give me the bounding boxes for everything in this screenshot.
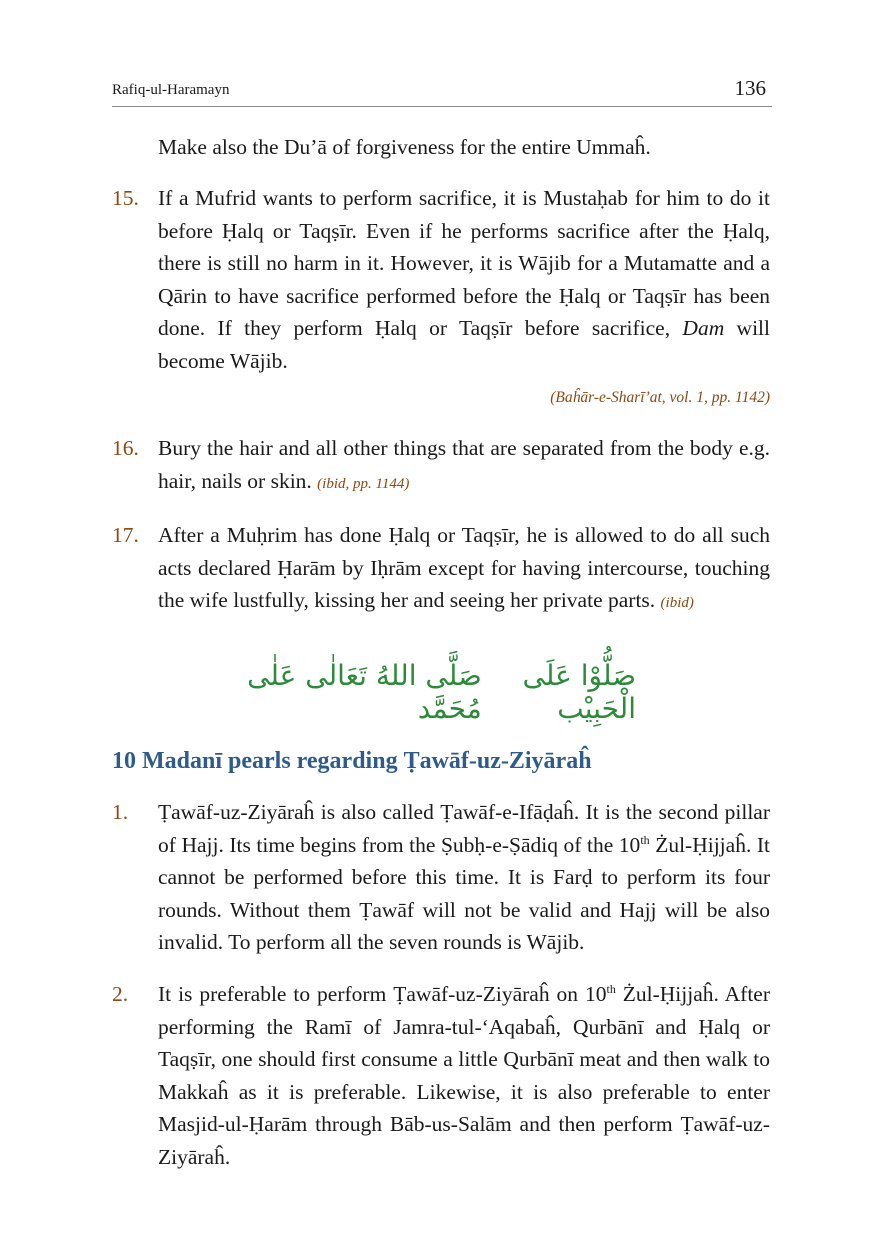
salat-call: صَلُّوْا عَلَى الْحَبِيْب [522, 659, 636, 725]
list-item-17 [112, 519, 772, 620]
pearl-item-2 [112, 978, 772, 1173]
book-title: Rafiq-ul-Haramayn [112, 82, 230, 98]
list-item-16 [112, 432, 772, 500]
item-text: It is preferable to perform Ṭawāf-uz-Ziyāraĥ on 10th Żul-Ḥijjaĥ. After performing the Ramī of Jamra-tul-‘Aqabaĥ, Qurbānī and Ḥalq or Taqṣīr, one should first consume a little Qurbānī meat and then walk to Makkaĥ as it is preferable. Likewise, it is also preferable to enter Masjid-ul-Ḥarām through Bāb-us-Salām and then perform Ṭawāf-uz-Ziyāraĥ. [158, 981, 771, 1169]
continuation-paragraph: Make also the Du’ā of forgiveness for the entire Ummaĥ. [158, 135, 651, 159]
reference-citation: (Baĥār-e-Sharī’at, vol. 1, pp. 1142) [550, 389, 770, 406]
reference-citation: (ibid) [660, 595, 694, 611]
salat-calligraphy [246, 659, 636, 725]
item-number: 17. [112, 523, 139, 547]
page-header [112, 76, 772, 107]
item-text: After a Muḥrim has done Ḥalq or Taqṣīr, he is allowed to do all such acts declared Ḥarām by Iḥrām except for having intercourse, touching the wife lustfully, kissing her and seeing her private parts. (ibid) [158, 523, 770, 612]
item-number: 2. [112, 982, 129, 1006]
item-number: 16. [112, 436, 139, 460]
salat-response: صَلَّى اللهُ تَعَالٰى عَلٰى مُحَمَّد [247, 659, 482, 725]
list-item-15 [112, 182, 772, 377]
item-number: 1. [112, 800, 129, 824]
item-text: Bury the hair and all other things that are separated from the body e.g. hair, nails or skin. (ibid, pp. 1144) [158, 436, 770, 493]
item-text: Ṭawāf-uz-Ziyāraĥ is also called Ṭawāf-e-Ifāḍaĥ. It is the second pillar of Hajj. Its time begins from the Ṣubḥ-e-Ṣādiq of the 10th Żul-Ḥijjaĥ. It cannot be performed before this time. It is Farḍ to perform its four rounds. Without them Ṭawāf will not be valid and Hajj will be also invalid. To perform all the seven rounds is Wājib. [158, 800, 770, 954]
page-number: 136 [734, 76, 766, 100]
reference-citation: (ibid, pp. 1144) [317, 475, 410, 492]
pearl-item-1 [112, 796, 772, 959]
item-number: 15. [112, 186, 139, 210]
section-heading: 10 Madanī pearls regarding Ṭawāf-uz-Ziyāraĥ [112, 748, 592, 774]
item-text: If a Mufrid wants to perform sacrifice, it is Mustaḥab for him to do it before Ḥalq or Taqṣīr. Even if he performs sacrifice after the Ḥalq, there is still no harm in it. However, it is Wājib for a Mutamatte and a Qārin to have sacrifice performed before the Ḥalq or Taqṣīr has been done. If they perform Ḥalq or Taqṣīr before sacrifice, Dam will become Wājib. [158, 186, 770, 373]
